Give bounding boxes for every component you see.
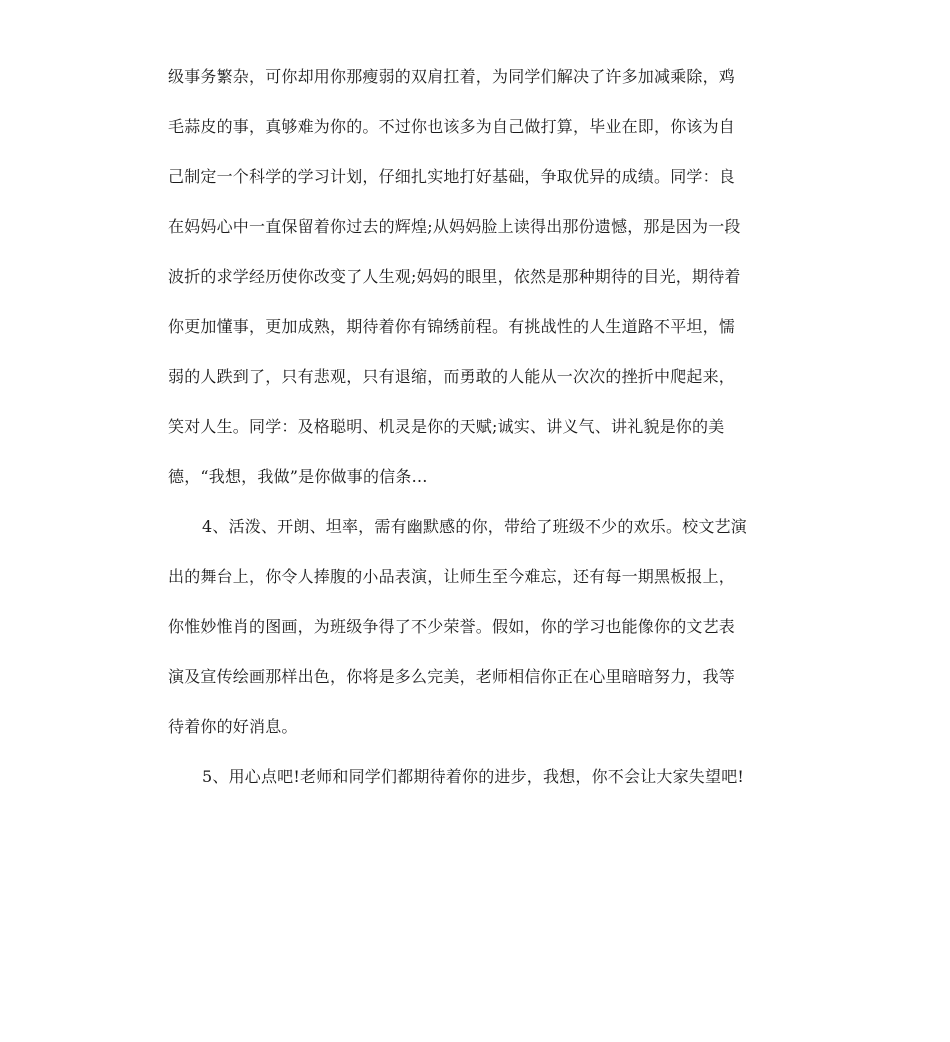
text-line: 波折的求学经历使你改变了人生观;妈妈的眼里，依然是那种期待的目光，期待着: [168, 267, 741, 286]
text-line: 笑对人生。同学：及格聪明、机灵是你的天赋;诚实、讲义气、讲礼貌是你的美: [168, 417, 725, 436]
text-line: 德，“我想，我做”是你做事的信条…: [168, 467, 428, 486]
text-line: 你更加懂事，更加成熟，期待着你有锦绣前程。有挑战性的人生道路不平坦，懦: [168, 317, 736, 336]
document-body: [168, 52, 780, 802]
text-line: 在妈妈心中一直保留着你过去的辉煌;从妈妈脸上读得出那份遗憾，那是因为一段: [168, 217, 741, 236]
text-line: 己制定一个科学的学习计划，仔细扎实地打好基础，争取优异的成绩。同学：良: [168, 167, 736, 186]
text-line: 弱的人跌到了，只有悲观，只有退缩，而勇敢的人能从一次次的挫折中爬起来，: [168, 367, 736, 386]
paragraph-4-first-line: 4、活泼、开朗、坦率，需有幽默感的你，带给了班级不少的欢乐。校文艺演: [202, 517, 747, 536]
text-line: 级事务繁杂，可你却用你那瘦弱的双肩扛着，为同学们解决了许多加减乘除，鸡: [168, 67, 736, 86]
text-line: 出的舞台上，你令人捧腹的小品表演，让师生至今难忘，还有每一期黑板报上，: [168, 567, 736, 586]
text-line: 毛蒜皮的事，真够难为你的。不过你也该多为自己做打算，毕业在即，你该为自: [168, 117, 736, 136]
text-line: 待着你的好消息。: [168, 717, 298, 736]
text-line: 演及宣传绘画那样出色，你将是多么完美，老师相信你正在心里暗暗努力，我等: [168, 667, 736, 686]
paragraph-5-first-line: 5、用心点吧!老师和同学们都期待着你的进步，我想，你不会让大家失望吧!: [202, 767, 745, 786]
text-line: 你惟妙惟肖的图画，为班级争得了不少荣誉。假如，你的学习也能像你的文艺表: [168, 617, 736, 636]
